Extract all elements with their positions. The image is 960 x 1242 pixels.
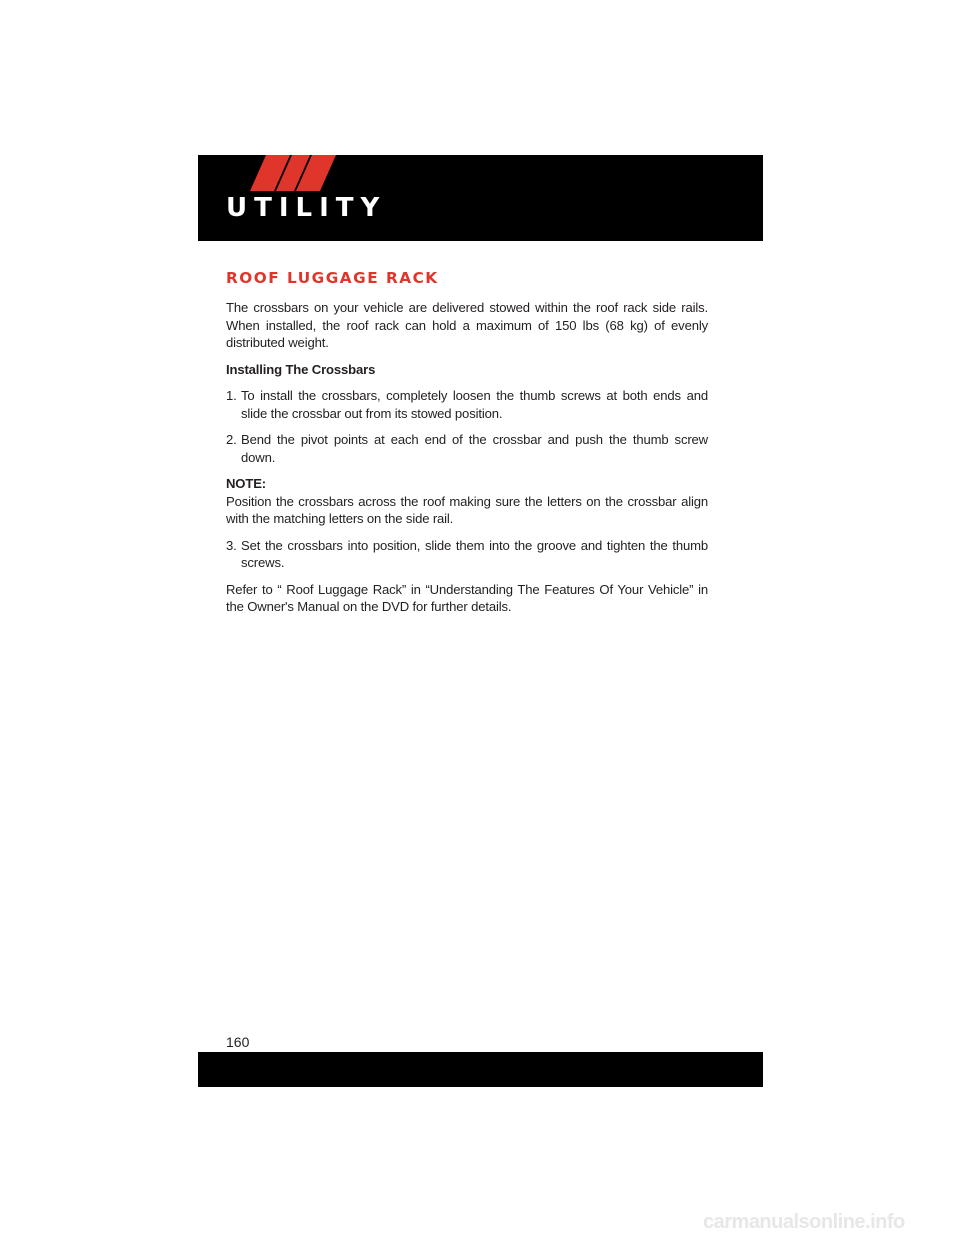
page-number: 160 xyxy=(226,1034,250,1050)
red-stripes-logo xyxy=(250,155,340,191)
reference-paragraph: Refer to “ Roof Luggage Rack” in “Understanding The Features Of Your Vehicle” in the Owner's Manual on the DVD for further details. xyxy=(226,581,708,614)
watermark: carmanualsonline.info xyxy=(703,1211,905,1233)
note-text: Position the crossbars across the roof making sure the letters on the crossbar align with the matching letters on the side rail. xyxy=(226,493,708,526)
step-number: 2. xyxy=(226,432,237,447)
section-header-bar xyxy=(198,155,763,241)
page-content xyxy=(226,268,708,625)
intro-paragraph: The crossbars on your vehicle are delivered stowed within the roof rack side rails. When installed, the roof rack can hold a maximum of 150 lbs (68 kg) of evenly distributed weight. xyxy=(226,300,708,350)
footer-bar xyxy=(198,1052,763,1087)
step-item xyxy=(226,431,708,466)
section-title: UTILITY xyxy=(226,193,387,223)
step-item xyxy=(226,537,708,572)
page-heading: ROOF LUGGAGE RACK xyxy=(226,269,439,287)
note-label: NOTE: xyxy=(226,476,266,491)
step-text: Set the crossbars into position, slide them into the groove and tighten the thumb screws. xyxy=(241,537,708,570)
step-item xyxy=(226,387,708,422)
step-number: 3. xyxy=(226,537,237,553)
step-text: Bend the pivot points at each end of the crossbar and push the thumb screw down. xyxy=(241,432,708,465)
step-text: To install the crossbars, completely loosen the thumb screws at both ends and slide the crossbar out from its stowed position. xyxy=(241,388,708,421)
subheading: Installing The Crossbars xyxy=(226,361,376,377)
step-number: 1. xyxy=(226,388,237,403)
